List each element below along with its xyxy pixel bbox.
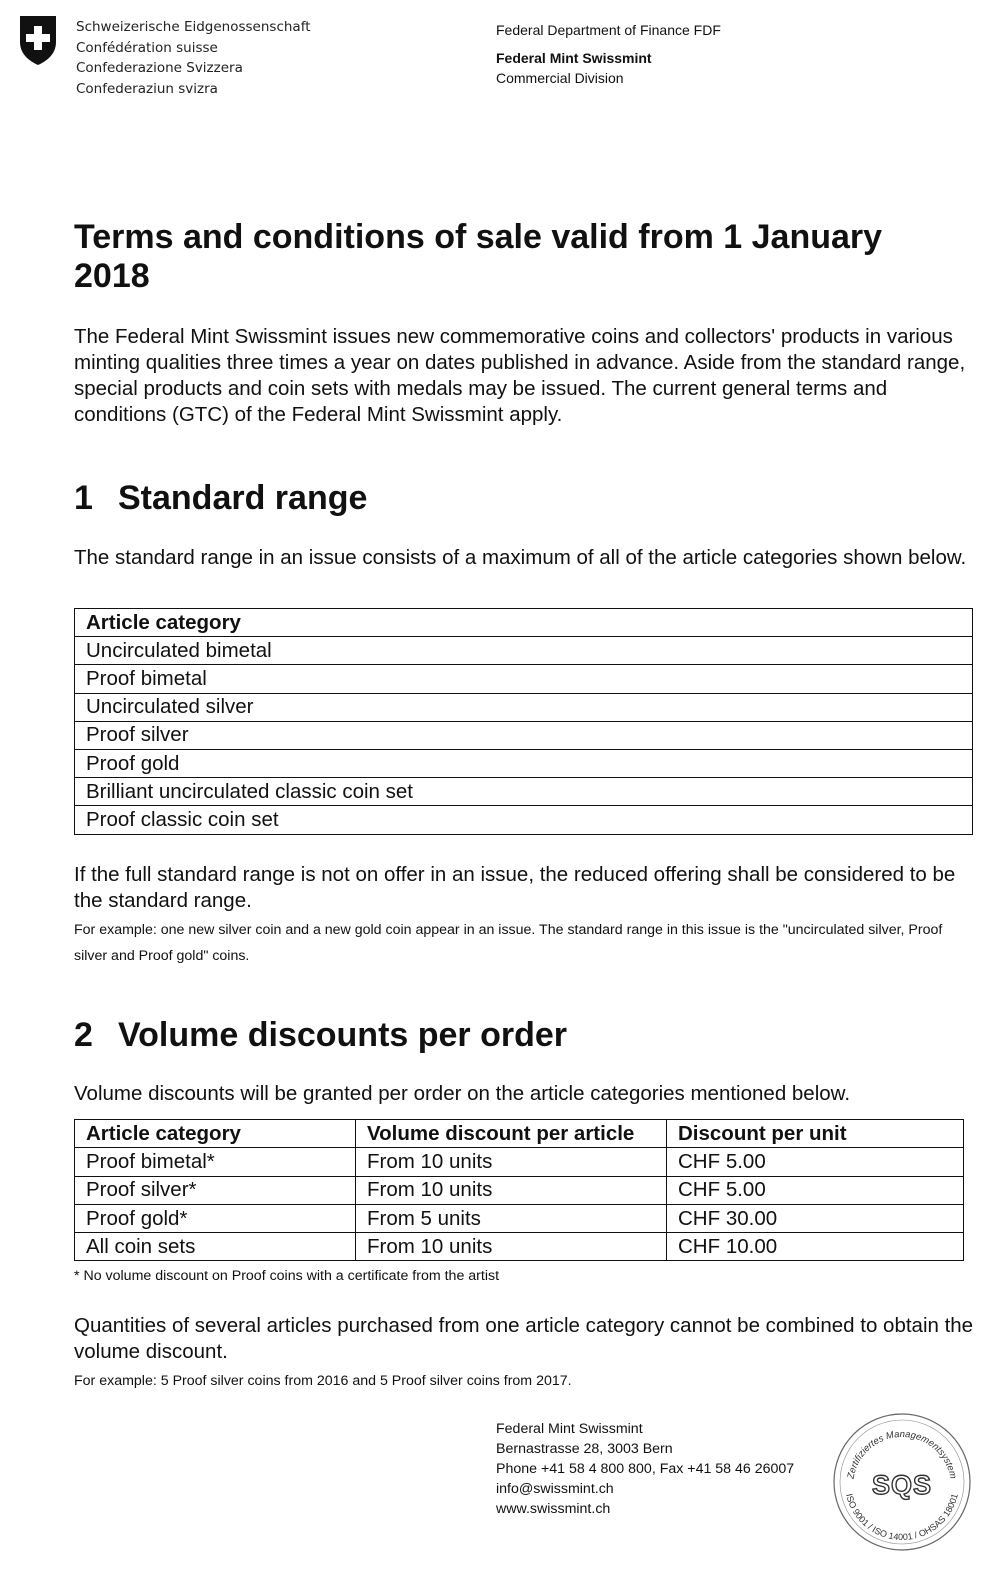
table-cell: From 5 units	[356, 1204, 667, 1232]
table-cell: Proof gold	[75, 749, 973, 777]
footer-address	[496, 1419, 794, 1519]
address-line: Phone +41 58 4 800 800, Fax +41 58 46 26007	[496, 1461, 795, 1477]
standard-range-example: For example: one new silver coin and a new gold coin appear in an issue. The standard range in this issue is the "uncirculated silver, Proof silver and Proof gold" coins.	[74, 922, 943, 964]
confederation-name-it: Confederazione Svizzera	[76, 60, 243, 77]
table-cell: CHF 5.00	[667, 1148, 964, 1176]
sqs-certification-seal-icon	[831, 1411, 973, 1553]
table-cell: Proof silver*	[75, 1176, 356, 1204]
table-cell: Proof classic coin set	[75, 806, 973, 834]
table-row	[75, 1176, 964, 1204]
section-2-number: 2	[74, 1016, 93, 1054]
table-cell: From 10 units	[356, 1148, 667, 1176]
standard-range-table	[74, 608, 973, 835]
confederation-name-rm: Confederaziun svizra	[76, 80, 218, 97]
table-cell: Uncirculated silver	[75, 693, 973, 721]
table-row	[75, 637, 973, 665]
address-website-link[interactable]: www.swissmint.ch	[496, 1501, 611, 1517]
section-1-title: Standard range	[118, 479, 368, 517]
seal-bottom-text: ISO 9001 / ISO 14001 / OHSAS 18001	[844, 1492, 960, 1543]
table-cell: From 10 units	[356, 1176, 667, 1204]
table-cell: Proof bimetal	[75, 665, 973, 693]
section-1-number: 1	[74, 479, 93, 517]
table-row	[75, 806, 973, 834]
table-header-row	[75, 1120, 964, 1148]
office-name: Federal Mint Swissmint	[496, 49, 652, 66]
table-cell: Brilliant uncirculated classic coin set	[75, 778, 973, 806]
header-discount-per-unit: Discount per unit	[667, 1120, 964, 1148]
section-1-intro: The standard range in an issue consists of a maximum of all of the article categories shown below.	[74, 546, 967, 569]
standard-range-note: If the full standard range is not on offer in an issue, the reduced offering shall be considered to be the standard range.	[74, 863, 956, 912]
volume-discount-table	[74, 1119, 964, 1261]
table-cell: Uncirculated bimetal	[75, 637, 973, 665]
table-row	[75, 1233, 964, 1261]
table-header-cell: Article category	[75, 609, 973, 637]
division-name: Commercial Division	[496, 70, 624, 86]
table-row	[75, 721, 973, 749]
table-cell: Proof bimetal*	[75, 1148, 356, 1176]
confederation-names	[76, 17, 311, 99]
combine-note: Quantities of several articles purchased from one article category cannot be combined to obtain the volume discount.	[74, 1314, 974, 1363]
section-2-intro: Volume discounts will be granted per order on the article categories mentioned below.	[74, 1082, 851, 1105]
section-2-title: Volume discounts per order	[118, 1016, 568, 1054]
address-email-link[interactable]: info@swissmint.ch	[496, 1481, 614, 1497]
address-line: Bernastrasse 28, 3003 Bern	[496, 1441, 673, 1457]
combine-example: For example: 5 Proof silver coins from 2016 and 5 Proof silver coins from 2017.	[74, 1373, 572, 1389]
seal-center-text: SQS	[871, 1470, 933, 1500]
table-cell: Proof gold*	[75, 1204, 356, 1232]
section-1-heading	[74, 478, 367, 518]
table-cell: CHF 30.00	[667, 1204, 964, 1232]
confederation-name-fr: Confédération suisse	[76, 39, 218, 56]
table-cell: All coin sets	[75, 1233, 356, 1261]
table-row	[75, 693, 973, 721]
confederation-name-de: Schweizerische Eidgenossenschaft	[76, 19, 311, 35]
table-cell: CHF 5.00	[667, 1176, 964, 1204]
department-block	[496, 20, 721, 89]
table-row	[75, 778, 973, 806]
seal-top-text: Zertifiziertes Managementsystem	[845, 1428, 959, 1480]
intro-paragraph: The Federal Mint Swissmint issues new commemorative coins and collectors' products in various minting qualities three times a year on dates published in advance. Aside from the standard range, special products and coin sets with medals may be issued. The current general terms and conditions (GTC) of the Federal Mint Swissmint apply.	[74, 325, 966, 426]
header-volume-discount: Volume discount per article	[356, 1120, 667, 1148]
table-cell: From 10 units	[356, 1233, 667, 1261]
table-row	[75, 1204, 964, 1232]
table-row	[75, 665, 973, 693]
table-row	[75, 749, 973, 777]
table-row	[75, 1148, 964, 1176]
page-title: Terms and conditions of sale valid from 1 January 2018	[74, 218, 883, 295]
header-article-category: Article category	[75, 1120, 356, 1148]
table-cell: Proof silver	[75, 721, 973, 749]
department-name: Federal Department of Finance FDF	[496, 22, 721, 38]
table-header-row	[75, 609, 973, 637]
swiss-coat-of-arms-icon	[17, 14, 59, 66]
volume-discount-footnote: * No volume discount on Proof coins with a certificate from the artist	[74, 1268, 500, 1284]
section-2-heading	[74, 1015, 567, 1055]
address-line: Federal Mint Swissmint	[496, 1421, 643, 1437]
table-cell: CHF 10.00	[667, 1233, 964, 1261]
